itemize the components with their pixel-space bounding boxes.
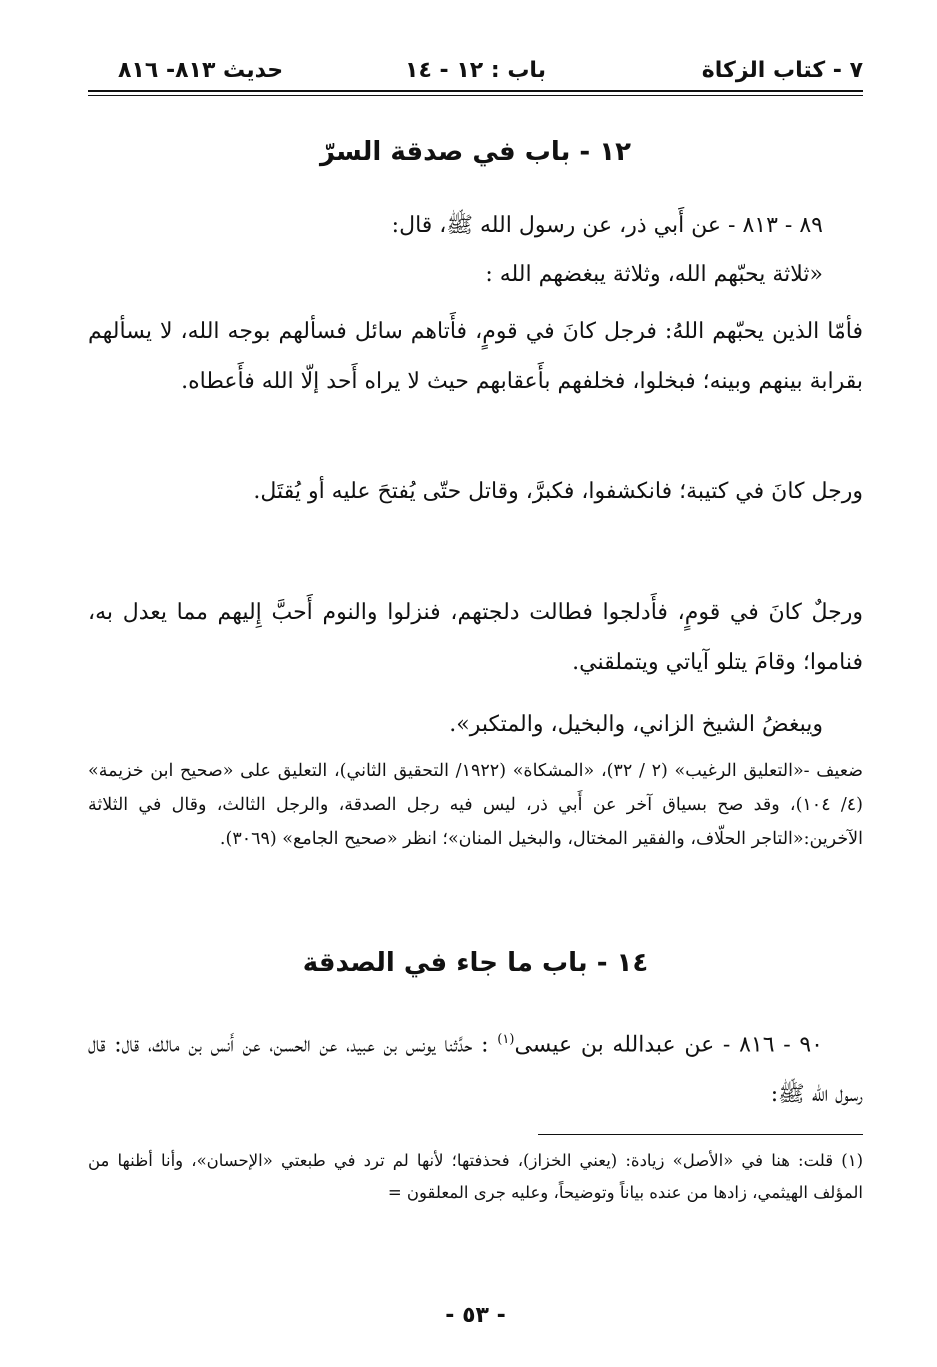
footnote-1: (١) قلت: هنا في «الأصل» زيادة: (يعني الخزاز)، فحذفتها؛ لأنها لم ترد في طبعتي «الإحسان»، وأنا أظنها من المؤلف الهيثمي، زادها من عنده بياناً وتوضيحاً، وعليه جرى المعلقون = xyxy=(88,1151,863,1202)
hadith-89-grading: ضعيف -«التعليق الرغيب» (٢ / ٣٢)، «المشكاة» (١٩٢٢/ التحقيق الثاني)، التعليق على «صحيح ابن خزيمة» (٤/ ١٠٤)، وقد صح بسياق آخر عن أَبي ذر، ليس فيه رجل الصدقة، والرجل الثالث، وقال في الثلاثة الآخرين:«التاجر الحلّاف، والفقير المختال، والبخيل المنان»؛ انظر «صحيح الجامع» (٣٠٦٩). xyxy=(88,761,864,849)
running-header xyxy=(88,52,863,92)
chapter-14-title: ١٤ - باب ما جاء في الصدقة xyxy=(302,948,649,978)
hadith-89-second-man: ورجل كانَ في كتيبة؛ فانكشفوا، فكبرَّ، وقاتل حتّى يُفتحَ عليه أو يُقتَل. xyxy=(253,479,863,504)
footnote-separator xyxy=(538,1134,863,1135)
hadith-90-chain: : حدَّثنا يونس بن عبيد، عن الحسن، عن أَنس بن مالك، قال: قال رسول الله ﷺ: xyxy=(88,1032,863,1108)
hadith-90-narrator: ٩٠ - ٨١٦ - عن عبدالله بن عيسى xyxy=(514,1032,823,1058)
hadith-89-opening: «ثلاثة يحبّهم الله، وثلاثة يبغضهم الله : xyxy=(485,262,823,287)
page-number: - ٥٣ - xyxy=(445,1303,506,1328)
footnote-reference: (١) xyxy=(497,1032,515,1047)
header-rule-thin xyxy=(88,95,863,96)
header-chapter-range: باب : ١٢ - ١٤ xyxy=(405,58,546,83)
hadith-89-closing: ويبغضُ الشيخ الزاني، والبخيل، والمتكبر». xyxy=(449,712,823,737)
header-rule-thick xyxy=(88,90,863,92)
hadith-89-intro: ٨٩ - ٨١٣ - عن أَبي ذر، عن رسول الله ﷺ، قال: xyxy=(391,213,823,238)
header-hadith-range: حديث ٨١٣- ٨١٦ xyxy=(118,58,284,83)
book-page xyxy=(88,40,863,1340)
hadith-89-third-man: ورجلٌ كانَ في قومٍ، فأَدلجوا فطالت دلجتهم، فنزلوا والنوم أَحبَّ إِليهم مما يعدل به، فناموا؛ وقامَ يتلو آياتي ويتملقني. xyxy=(88,600,863,675)
hadith-89-first-man: فأمّا الذين يحبّهم اللهُ: فرجل كانَ في قومٍ، فأَتاهم سائل فسألهم بوجه الله، لا يسألهم بقرابة بينهم وبينه؛ فبخلوا، فخلفهم بأَعقابهم حيث لا يراه أَحد إلّا الله فأَعطاه. xyxy=(88,319,863,394)
header-book-title: ٧ - كتاب الزكاة xyxy=(701,58,863,83)
chapter-12-title: ١٢ - باب في صدقة السرّ xyxy=(319,137,632,167)
hadith-90-intro xyxy=(88,1015,863,1120)
